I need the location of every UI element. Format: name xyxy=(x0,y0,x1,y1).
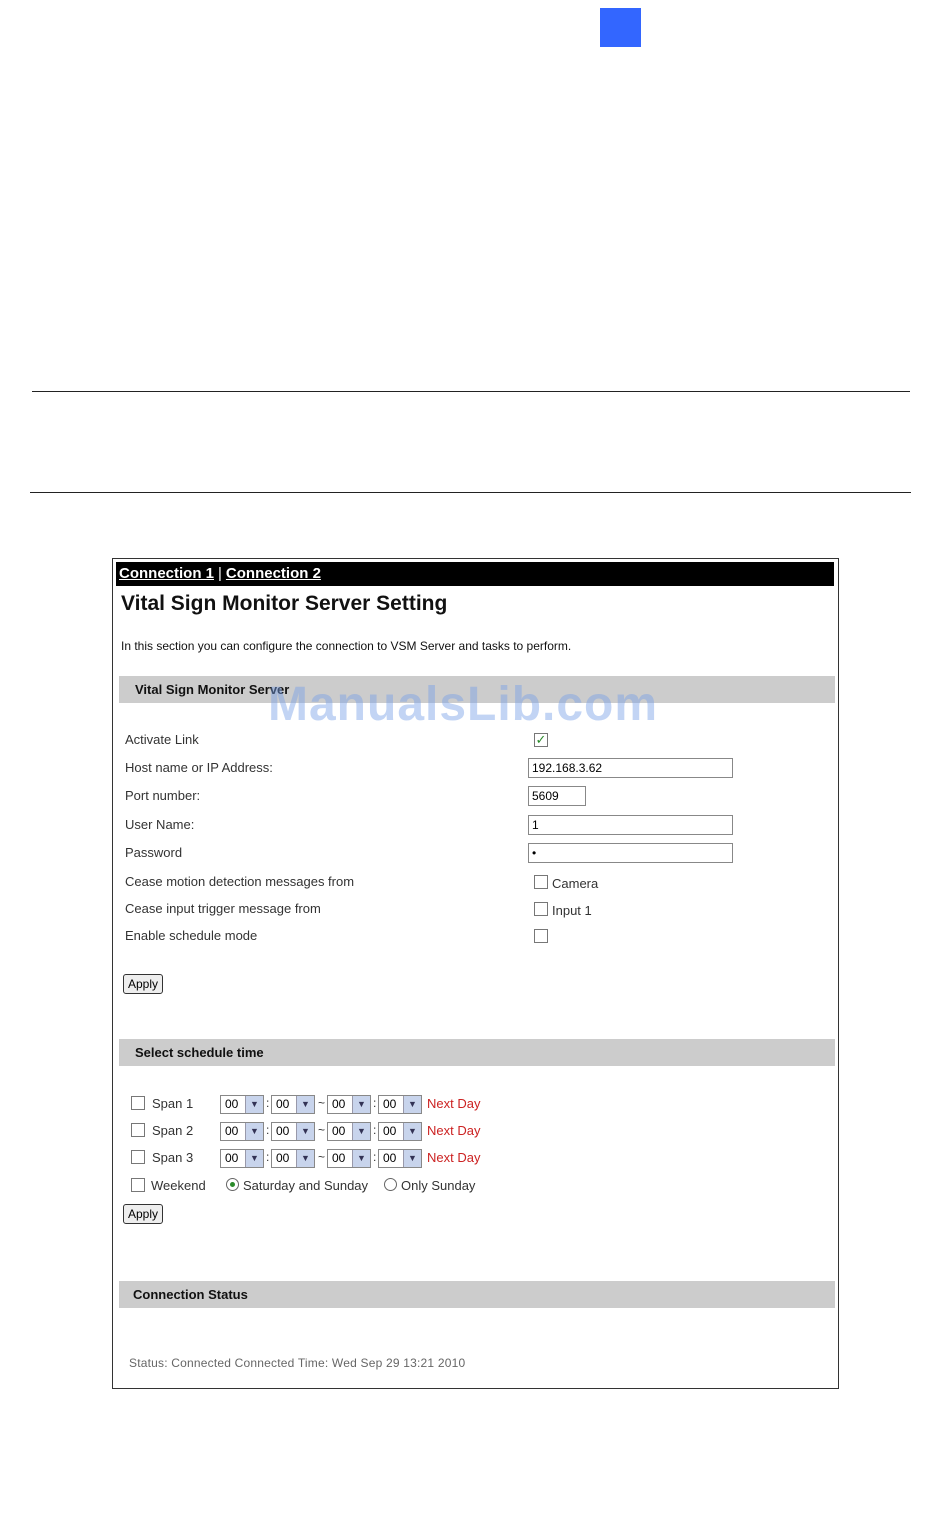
apply-vsm-button[interactable]: Apply xyxy=(123,974,163,994)
select-value: 00 xyxy=(383,1124,397,1138)
next-day-label: Next Day xyxy=(427,1123,481,1138)
weekend-sat-sun-radio[interactable] xyxy=(226,1178,239,1191)
time-range-separator: ~ xyxy=(318,1096,326,1110)
host-input[interactable] xyxy=(528,758,733,778)
span-2-time-select-1[interactable] xyxy=(220,1122,264,1141)
time-range-separator: ~ xyxy=(318,1150,326,1164)
select-value: 00 xyxy=(225,1151,239,1165)
cease-motion-camera-label: Camera xyxy=(552,876,599,891)
time-colon: : xyxy=(266,1150,270,1164)
chevron-down-icon: ▼ xyxy=(245,1123,263,1140)
cease-input-1-label: Input 1 xyxy=(552,903,592,918)
select-value: 00 xyxy=(225,1097,239,1111)
username-label: User Name: xyxy=(125,817,195,832)
select-value: 00 xyxy=(276,1124,290,1138)
apply-schedule-button[interactable]: Apply xyxy=(123,1204,163,1224)
span-3-time-select-4[interactable] xyxy=(378,1149,422,1168)
span-2-time-select-4[interactable] xyxy=(378,1122,422,1141)
tab-separator: | xyxy=(218,565,222,582)
connection-tabs xyxy=(116,562,834,586)
watermark: ManualsLib.com xyxy=(268,678,659,731)
enable-schedule-label: Enable schedule mode xyxy=(125,928,258,943)
select-value: 00 xyxy=(332,1151,346,1165)
weekend-checkbox[interactable] xyxy=(131,1178,145,1192)
vsm-settings-screenshot xyxy=(112,558,839,1389)
intro-text: In this section you can configure the connection to VSM Server and tasks to perform. xyxy=(121,639,572,653)
weekend-sat-sun-label: Saturday and Sunday xyxy=(243,1178,369,1193)
port-label: Port number: xyxy=(125,788,201,803)
activate-link-label: Activate Link xyxy=(125,732,199,747)
select-value: 00 xyxy=(383,1097,397,1111)
chevron-down-icon: ▼ xyxy=(245,1096,263,1113)
enable-schedule-checkbox[interactable] xyxy=(534,929,548,943)
select-value: 00 xyxy=(225,1124,239,1138)
span-2-time-select-3[interactable] xyxy=(327,1122,371,1141)
cease-motion-camera-checkbox[interactable] xyxy=(534,875,548,889)
username-input[interactable] xyxy=(528,815,733,835)
chevron-down-icon: ▼ xyxy=(296,1096,314,1113)
select-value: 00 xyxy=(276,1097,290,1111)
select-value: 00 xyxy=(332,1124,346,1138)
span-1-checkbox[interactable] xyxy=(131,1096,145,1110)
span-1-time-select-2[interactable] xyxy=(271,1095,315,1114)
span-1-time-select-3[interactable] xyxy=(327,1095,371,1114)
span-label: Span 3 xyxy=(152,1150,194,1165)
cease-input-label: Cease input trigger message from xyxy=(125,901,321,916)
span-3-time-select-2[interactable] xyxy=(271,1149,315,1168)
page-marker-square xyxy=(600,8,641,47)
select-value: 00 xyxy=(383,1151,397,1165)
span-label: Span 1 xyxy=(152,1096,194,1111)
cease-input-1-checkbox[interactable] xyxy=(534,902,548,916)
activate-link-checkbox[interactable]: ✓ xyxy=(535,732,547,747)
chevron-down-icon: ▼ xyxy=(352,1123,370,1140)
tab-connection-1[interactable]: Connection 1 xyxy=(119,565,215,582)
time-colon: : xyxy=(266,1123,270,1137)
span-1-time-select-1[interactable] xyxy=(220,1095,264,1114)
cease-motion-label: Cease motion detection messages from xyxy=(125,874,355,889)
chevron-down-icon: ▼ xyxy=(403,1150,421,1167)
section-header-vsm: Vital Sign Monitor Server xyxy=(119,676,835,703)
chevron-down-icon: ▼ xyxy=(403,1096,421,1113)
port-input[interactable] xyxy=(528,786,586,806)
chevron-down-icon: ▼ xyxy=(352,1150,370,1167)
select-value: 00 xyxy=(276,1151,290,1165)
divider-bottom xyxy=(30,492,911,493)
time-colon: : xyxy=(373,1096,377,1110)
next-day-label: Next Day xyxy=(427,1096,481,1111)
chevron-down-icon: ▼ xyxy=(245,1150,263,1167)
chevron-down-icon: ▼ xyxy=(352,1096,370,1113)
chevron-down-icon: ▼ xyxy=(296,1150,314,1167)
chevron-down-icon: ▼ xyxy=(403,1123,421,1140)
span-2-time-select-2[interactable] xyxy=(271,1122,315,1141)
time-colon: : xyxy=(373,1123,377,1137)
weekend-label: Weekend xyxy=(151,1178,206,1193)
next-day-label: Next Day xyxy=(427,1150,481,1165)
weekend-only-sunday-radio[interactable] xyxy=(384,1178,397,1191)
section-header-connection-status: Connection Status xyxy=(119,1281,835,1308)
time-range-separator: ~ xyxy=(318,1123,326,1137)
password-input[interactable] xyxy=(528,843,733,863)
time-colon: : xyxy=(373,1150,377,1164)
select-value: 00 xyxy=(332,1097,346,1111)
section-header-schedule: Select schedule time xyxy=(119,1039,835,1066)
weekend-only-sunday-label: Only Sunday xyxy=(401,1178,476,1193)
span-3-time-select-3[interactable] xyxy=(327,1149,371,1168)
password-label: Password xyxy=(125,845,183,860)
page-title: Vital Sign Monitor Server Setting xyxy=(121,592,448,615)
span-2-checkbox[interactable] xyxy=(131,1123,145,1137)
divider-top xyxy=(32,391,910,392)
time-colon: : xyxy=(266,1096,270,1110)
span-3-checkbox[interactable] xyxy=(131,1150,145,1164)
span-3-time-select-1[interactable] xyxy=(220,1149,264,1168)
connection-status-text: Status: Connected Connected Time: Wed Sep 29 13:21 2010 xyxy=(129,1356,466,1370)
host-label: Host name or IP Address: xyxy=(125,760,273,775)
chevron-down-icon: ▼ xyxy=(296,1123,314,1140)
span-label: Span 2 xyxy=(152,1123,194,1138)
span-1-time-select-4[interactable] xyxy=(378,1095,422,1114)
tab-connection-2[interactable]: Connection 2 xyxy=(225,565,321,582)
